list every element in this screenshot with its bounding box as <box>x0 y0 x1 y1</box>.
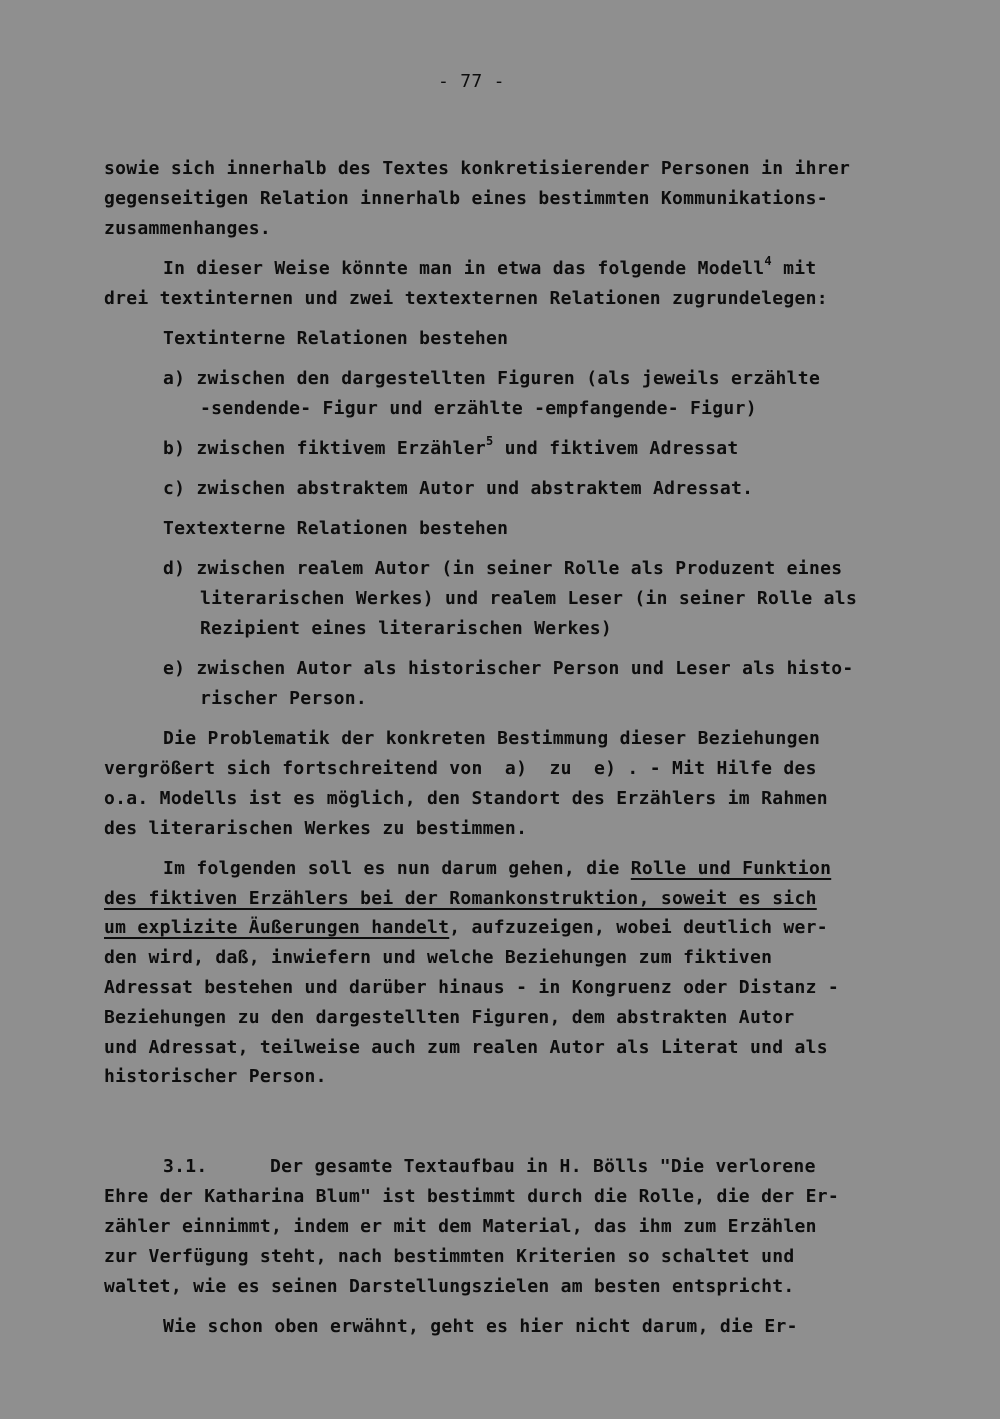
list-item: c) zwischen abstraktem Autor und abstraktem Adressat. <box>163 478 754 499</box>
text-line: o.a. Modells ist es möglich, den Standort des Erzählers im Rahmen <box>104 788 828 809</box>
text-span: Im folgenden soll es nun darum gehen, die <box>163 858 631 879</box>
list-item: literarischen Werkes) und realem Leser (in seiner Rolle als <box>200 588 858 609</box>
text-line: des literarischen Werkes zu bestimmen. <box>104 818 528 839</box>
page-number: - 77 - <box>438 71 505 92</box>
text-span: und fiktivem Adressat <box>504 438 739 459</box>
text-line: und Adressat, teilweise auch zum realen Autor als Literat und als <box>104 1037 828 1058</box>
text-line: Adressat bestehen und darüber hinaus - in Kongruenz oder Distanz - <box>104 977 840 998</box>
text-line: zusammenhanges. <box>104 218 272 239</box>
list-item: Rezipient eines literarischen Werkes) <box>200 618 613 639</box>
text-line: Der gesamte Textaufbau in H. Bölls "Die verlorene <box>270 1156 816 1177</box>
underlined-text: um explizite Äußerungen handelt <box>104 917 450 938</box>
text-span: , aufzuzeigen, wobei deutlich wer- <box>449 917 828 938</box>
text-line: gegenseitigen Relation innerhalb eines bestimmten Kommunikations- <box>104 188 828 209</box>
text-line: Wie schon oben erwähnt, geht es hier nicht darum, die Er- <box>163 1316 798 1337</box>
text-line: drei textinternen und zwei textexternen Relationen zugrundelegen: <box>104 288 828 309</box>
text-line: waltet, wie es seinen Darstellungszielen am besten entspricht. <box>104 1276 795 1297</box>
text-line: Die Problematik der konkreten Bestimmung dieser Beziehungen <box>163 728 821 749</box>
text-span: mit <box>783 258 817 279</box>
text-line: Beziehungen zu den dargestellten Figuren, dem abstrakten Autor <box>104 1007 795 1028</box>
text-line: vergrößert sich fortschreitend von a) zu e) . - Mit Hilfe des <box>104 758 817 779</box>
text-line <box>163 254 817 280</box>
text-line: zähler einnimmt, indem er mit dem Material, das ihm zum Erzählen <box>104 1216 817 1237</box>
text-line: den wird, daß, inwiefern und welche Beziehungen zum fiktiven <box>104 947 773 968</box>
text-span: b) zwischen fiktivem Erzähler <box>163 438 486 459</box>
underlined-line: des fiktiven Erzählers bei der Romankonstruktion, soweit es sich <box>104 888 817 909</box>
text-line: Textexterne Relationen bestehen <box>163 518 509 539</box>
footnote-marker: 4 <box>764 254 772 268</box>
footnote-marker: 5 <box>485 434 494 448</box>
text-span: In dieser Weise könnte man in etwa das folgende Modell <box>163 258 765 279</box>
underlined-text: Rolle und Funktion <box>630 858 832 879</box>
text-line: sowie sich innerhalb des Textes konkretisierender Personen in ihrer <box>104 158 851 179</box>
text-line: zur Verfügung steht, nach bestimmten Kriterien so schaltet und <box>104 1246 795 1267</box>
section-number: 3.1. <box>163 1156 208 1177</box>
text-line: Textinterne Relationen bestehen <box>163 328 509 349</box>
text-line <box>104 917 828 939</box>
list-item: e) zwischen Autor als historischer Person und Leser als histo- <box>163 658 854 679</box>
text-line <box>163 858 831 880</box>
text-line: historischer Person. <box>104 1066 327 1087</box>
text-line: Ehre der Katharina Blum" ist bestimmt durch die Rolle, die der Er- <box>104 1186 840 1207</box>
list-item: -sendende- Figur und erzählte -empfangende- Figur) <box>200 398 757 419</box>
list-item: d) zwischen realem Autor (in seiner Rolle als Produzent eines <box>163 558 843 579</box>
list-item: rischer Person. <box>200 688 368 709</box>
list-item: a) zwischen den dargestellten Figuren (als jeweils erzählte <box>163 368 821 389</box>
list-item <box>163 434 739 460</box>
